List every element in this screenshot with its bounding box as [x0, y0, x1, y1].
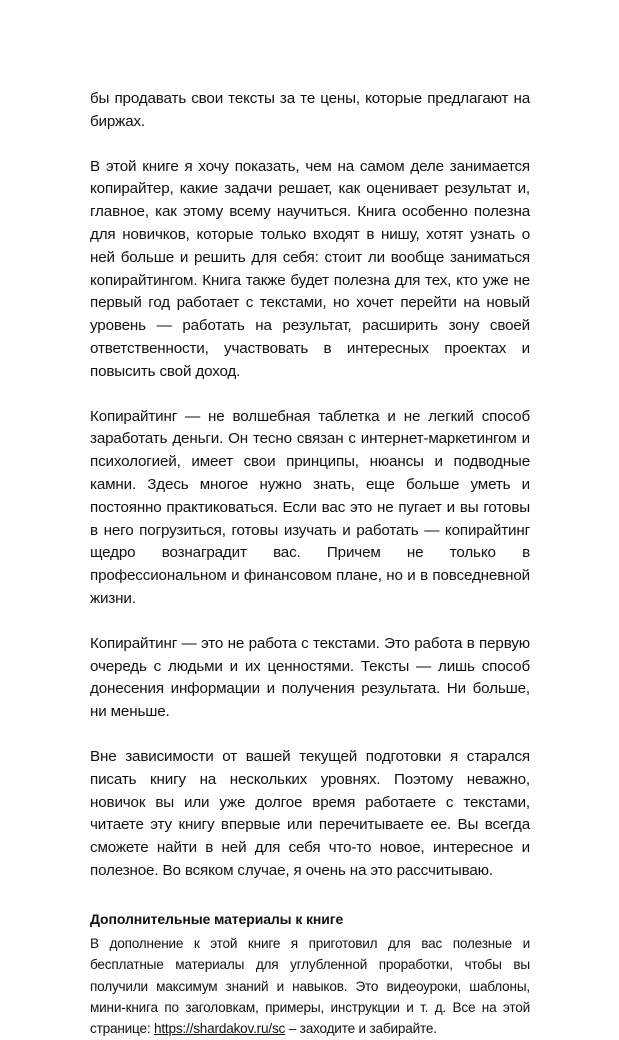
paragraph-copywriting-people: Копирайтинг — это не работа с текстами. Это работа в первую очередь с людьми и их ценностями. Тексты — лишь способ донесения информации и получения результата. Ни больше, ни меньше.: [90, 634, 530, 721]
additional-materials-title: Дополнительные материалы к книге: [90, 910, 344, 927]
additional-materials-text: [90, 933, 530, 1040]
additional-materials-ending: – заходите и забирайте.: [285, 1021, 437, 1037]
book-page: [90, 88, 530, 1040]
materials-link[interactable]: https://shardakov.ru/sc: [154, 1021, 286, 1037]
paragraph-continuation: бы продавать свои тексты за те цены, которые предлагают на биржах.: [90, 90, 530, 130]
paragraph-levels: Вне зависимости от вашей текущей подготовки я старался писать книгу на нескольких уровнях. Поэтому неважно, новичок вы или уже долгое время работаете с текстами, читаете эту книгу впервые или перечитываете ее. Вы всегда сможете найти в ней для себя что-то новое, интересное и полезное. Во всяком случае, я очень на это рассчитываю.: [90, 747, 530, 879]
additional-materials-note: [90, 909, 530, 1040]
additional-materials-body: В дополнение к этой книге я приготовил для вас полезные и бесплатные материалы для углубленной проработки, чтобы вы получили максимум знаний и навыков. Это видеоуроки, шаблоны, мини-книга по заголовкам, примеры, инструкции и т. д. Все на этой странице:: [90, 935, 530, 1037]
paragraph-book-purpose: В этой книге я хочу показать, чем на самом деле занимается копирайтер, какие задачи решает, как оценивает результат и, главное, как этому всему научиться. Книга особенно полезна для новичков, которые только входят в нишу, хотят узнать о ней больше и решить для себя: стоит ли вообще заниматься копирайтингом. Книга также будет полезна для тех, кто уже не первый год работает с текстами, но хочет перейти на новый уровень — работать на результат, расширить зону своей ответственности, участвовать в интересных проектах и повысить свой доход.: [90, 157, 530, 380]
paragraph-copywriting-not-magic: Копирайтинг — не волшебная таблетка и не легкий способ заработать деньги. Он тесно связан с интернет-маркетингом и психологией, имеет свои принципы, нюансы и подводные камни. Здесь многое нужно знать, еще больше уметь и постоянно практиковаться. Если вас это не пугает и вы готовы в него погрузиться, готовы изучать и работать — копирайтинг щедро вознаградит вас. Причем не только в профессиональном и финансовом плане, но и в повседневной жизни.: [90, 407, 530, 607]
